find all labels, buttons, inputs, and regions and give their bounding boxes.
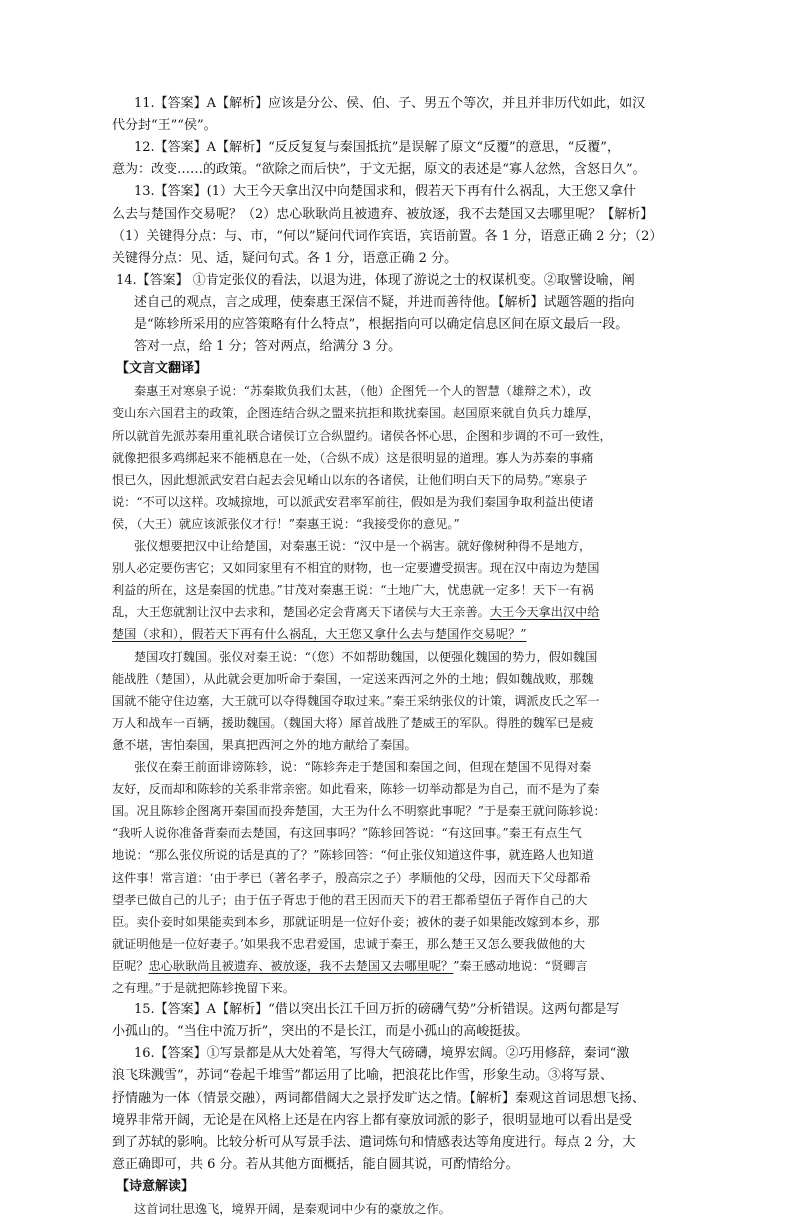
section-heading [0,1176,794,1198]
line-text: 答对一点，给 1 分；答对两点，给满分 3 分。 [134,339,402,355]
line-text: 是“陈轸所采用的应答策略有什么特点”，根据指向可以确定信息区间在原文最后一段。 [134,317,629,332]
text-line [0,314,794,336]
line-text: 友好，反而却和陈轸的关系非常亲密。如此看来，陈轸一切举动都是为自己，而不是为了秦 [112,782,600,797]
line-text: 境界非常开阔，无论是在风格上还是在内容上都有豪放词派的影子，很明显地可以看出是受 [112,1112,633,1128]
text-line [0,1043,794,1065]
text-line [0,402,794,424]
line-text: 这件事！常言道：‘由于孝已（著名孝子，殷高宗之子）孝顺他的父母，因而天下父母都希 [112,870,592,885]
text-line [0,292,794,314]
text-line [0,1065,794,1087]
line-text: （1）关键得分点：与、市，“何以”疑问代词作宾语，宾语前置。各 1 分，语意正确 2 分；（2） [112,228,663,244]
text-line [0,668,794,690]
line-text: 国就不能守住边塞，大王就可以夺得魏国夺取过来。”秦王采纳张仪的计策，调派皮氏之军一 [112,693,600,708]
text-line [0,734,794,756]
line-text: 张仪想要把汉中让给楚国，对秦惠王说：“汉中是一个祸害。就好像树种得不是地方， [134,539,592,553]
text-line [0,159,794,181]
text-line [0,822,794,844]
line-text: 地说：“那么张仪所说的话是真的了？”陈轸回答：“何止张仪知道这件事，就连路人也知道 [112,848,594,863]
line-text: 恨已久，因此想派武安君白起去会见崤山以东的各诸侯，让他们明白天下的局势。”寒泉子 [112,472,588,487]
line-text: 11.【答案】A【解析】应该是分公、侯、伯、子、男五个等次，并且并非历代如此，如汉 [134,96,646,111]
line-text: 意为：改变……的政策。“欲除之而后快”，于文无据，原文的表述是“寡人忿然，含怒日久”。 [112,162,646,178]
text-line [0,867,794,889]
text-line [0,1110,794,1132]
line-text-tail: ”秦王感动地说：“贤卿言 [453,958,588,973]
line-text: 臣。卖仆妾时如果能卖到本乡，那就证明是一位好仆妾；被休的妻子如果能改嫁到本乡，那 [112,914,600,929]
line-text: “我听人说你准备背秦而去楚国，有这回事吗？”陈轸回答说：“有这回事。”秦王有点生气 [112,826,582,841]
line-text: 望孝已做自己的儿子；由于伍子胥忠于他的君王因而天下的君王都希望伍子胥作自己的大 [112,892,588,907]
line-text: 述自己的观点，言之成理，使秦惠王深信不疑，并进而善待他。【解析】试题答题的指向 [134,294,635,310]
text-line [0,999,794,1021]
line-text: 利益的所在，这是秦国的忧患。”甘茂对秦惠王说：“土地广大，忧患就一定多！天下一有祸 [112,583,594,598]
text-line [0,933,794,955]
line-text: 秦惠王对寒泉子说：“苏秦欺负我们太甚，（他）企图凭一个人的智慧（雄辩之术），改 [134,384,592,399]
text-line [0,1088,794,1110]
line-text: 别人必定要伤害它；又如同家里有不相宜的财物，也一定要遭受损害。现在汉中南边为楚国 [112,561,600,576]
line-text: 15.【答案】A【解析】“借以突出长江千回万折的磅礴气势”分析错误。这两句都是写 [134,1002,620,1018]
line-text: 所以就首先派苏秦用重礼联合诸侯订立合纵盟约。诸侯各怀心思，企图和步调的不可一致性， [112,428,612,443]
text-line [0,579,794,601]
text-line [0,778,794,800]
line-text: 变山东六国君主的政策，企图连结合纵之盟来抗拒和欺扰秦国。赵国原来就自负兵力雄厚， [112,406,600,421]
line-text: 乱，大王您就割让汉中去求和，楚国必定会背离天下诸侯与大王亲善。 [112,605,490,620]
line-text: 意正确即可，共 6 分。若从其他方面概括，能自圆其说，可酌情给分。 [112,1156,519,1172]
text-line [0,336,794,358]
line-text: 浪飞珠溅雪”，苏词“卷起千堆雪”都运用了比喻，把浪花比作雪，形象生动。③将写景、 [112,1068,613,1084]
text-line [0,1021,794,1043]
line-text: 抒情融为一体（情景交融），两词都借阔大之景抒发旷达之情。【解析】秦观这首词思想飞扬、 [112,1090,646,1106]
text-line [0,469,794,491]
line-text: 万人和战车一百辆，援助魏国。（魏国大将）犀首战胜了楚威王的军队。得胜的魏军已是疲 [112,715,594,730]
line-text: 就像把很多鸡绑起来不能栖息在一处，（合纵不成）这是很明显的道理。寡人为苏秦的事痛 [112,450,594,465]
text-line [0,270,794,292]
line-text: 代分封“王”“侯”。 [112,118,217,134]
text-line [0,425,794,447]
line-text: 14.【答案】 ①肯定张仪的看法，以退为进，体现了游说之士的权谋机变。②取譬设喻，阐 [116,272,635,288]
text-line [0,115,794,137]
line-text: 国。况且陈轸企图离开秦国而投奔楚国，大王为什么不明察此事呢？”于是秦王就问陈轸说： [112,804,606,819]
text-line [0,889,794,911]
text-line [0,137,794,159]
line-text: 【诗意解读】 [116,1178,195,1194]
text-line [0,1132,794,1154]
text-line [0,380,794,402]
text-line [0,955,794,977]
text-line [0,911,794,933]
line-text: 【文言文翻译】 [116,361,208,377]
line-text: 说：“不可以这样。攻城掠地，可以派武安君率军前往，假如是为我们秦国争取利益出使诸 [112,494,594,509]
text-line [0,491,794,513]
text-line [0,756,794,778]
line-text: 13.【答案】(1）大王今天拿出汉中向楚国求和，假若天下再有什么祸乱，大王您又拿什 [134,184,637,200]
text-line [0,513,794,535]
text-line [0,447,794,469]
text-line [0,204,794,226]
text-line [0,646,794,668]
line-text: 12.【答案】A【解析】“反反复复与秦国抵抗”是误解了原文“反覆”的意思，“反覆”， [134,140,620,156]
line-text: 惫不堪，害怕秦国，果真把西河之外的地方献给了秦国。 [112,737,417,752]
line-text: 16.【答案】①写景都是从大处着笔，写得大气磅礴，境界宏阔。②巧用修辞，秦词“激 [134,1046,630,1062]
line-text: 到了苏轼的影响。比较分析可从写景手法、遣词炼句和情感表达等角度进行。每点 2 分，大 [112,1134,636,1150]
text-line [0,557,794,579]
text-line [0,181,794,203]
line-text: 侯，（大王）就应该派张仪才行！”秦惠王说：“我接受你的意见。” [112,516,460,531]
line-text: 张仪在秦王前面诽谤陈轸，说：“陈轸奔走于楚国和秦国之间，但现在楚国不见得对秦 [134,760,592,774]
text-line [0,977,794,999]
text-line [0,226,794,248]
text-line [0,844,794,866]
text-line [0,535,794,557]
text-line [0,623,794,645]
text-line [0,248,794,270]
text-line [0,712,794,734]
section-heading [0,358,794,380]
line-text: 能战胜（楚国），从此就会更加听命于秦国，一定送来西河之外的土地；假如魏战败，那魏 [112,671,594,686]
line-text: 楚国攻打魏国。张仪对秦王说：“（您）不如帮助魏国，以便强化魏国的势力，假如魏国 [134,649,598,664]
line-text: 关键得分点：见、适，疑问句式。各 1 分，语意正确 2 分。 [112,250,458,266]
text-line [0,93,794,115]
line-text: 小孤山的。“当住中流万折”，突出的不是长江，而是小孤山的高峻挺拔。 [112,1024,529,1040]
text-line [0,690,794,712]
underlined-text: 大王今天拿出汉中给 [489,605,600,620]
text-line [0,1198,794,1220]
line-text: 臣呢？ [112,958,149,973]
text-line [0,800,794,822]
underlined-text: 忠心耿耿尚且被遗弃、被放逐，我不去楚国又去哪里呢？ [148,958,454,973]
line-text: 就证明他是一位好妻子。’如果我不忠君爱国，忠诚于秦王，那么楚王又怎么要我做他的大 [112,936,586,951]
text-line [0,601,794,623]
text-line [0,1154,794,1176]
line-text: 这首词壮思逸飞，境界开阔，是秦观词中少有的豪放之作。 [134,1202,451,1216]
line-text: 之有理。”于是就把陈轸挽留下来。 [112,981,295,995]
underlined-text: 楚国（求和），假若天下再有什么祸乱，大王您又拿什么去与楚国作交易呢？” [112,627,527,642]
line-text: 么去与楚国作交易呢？（2）忠心耿耿尚且被遗弃、被放逐，我不去楚国又去哪里呢？【解析】 [112,206,654,222]
